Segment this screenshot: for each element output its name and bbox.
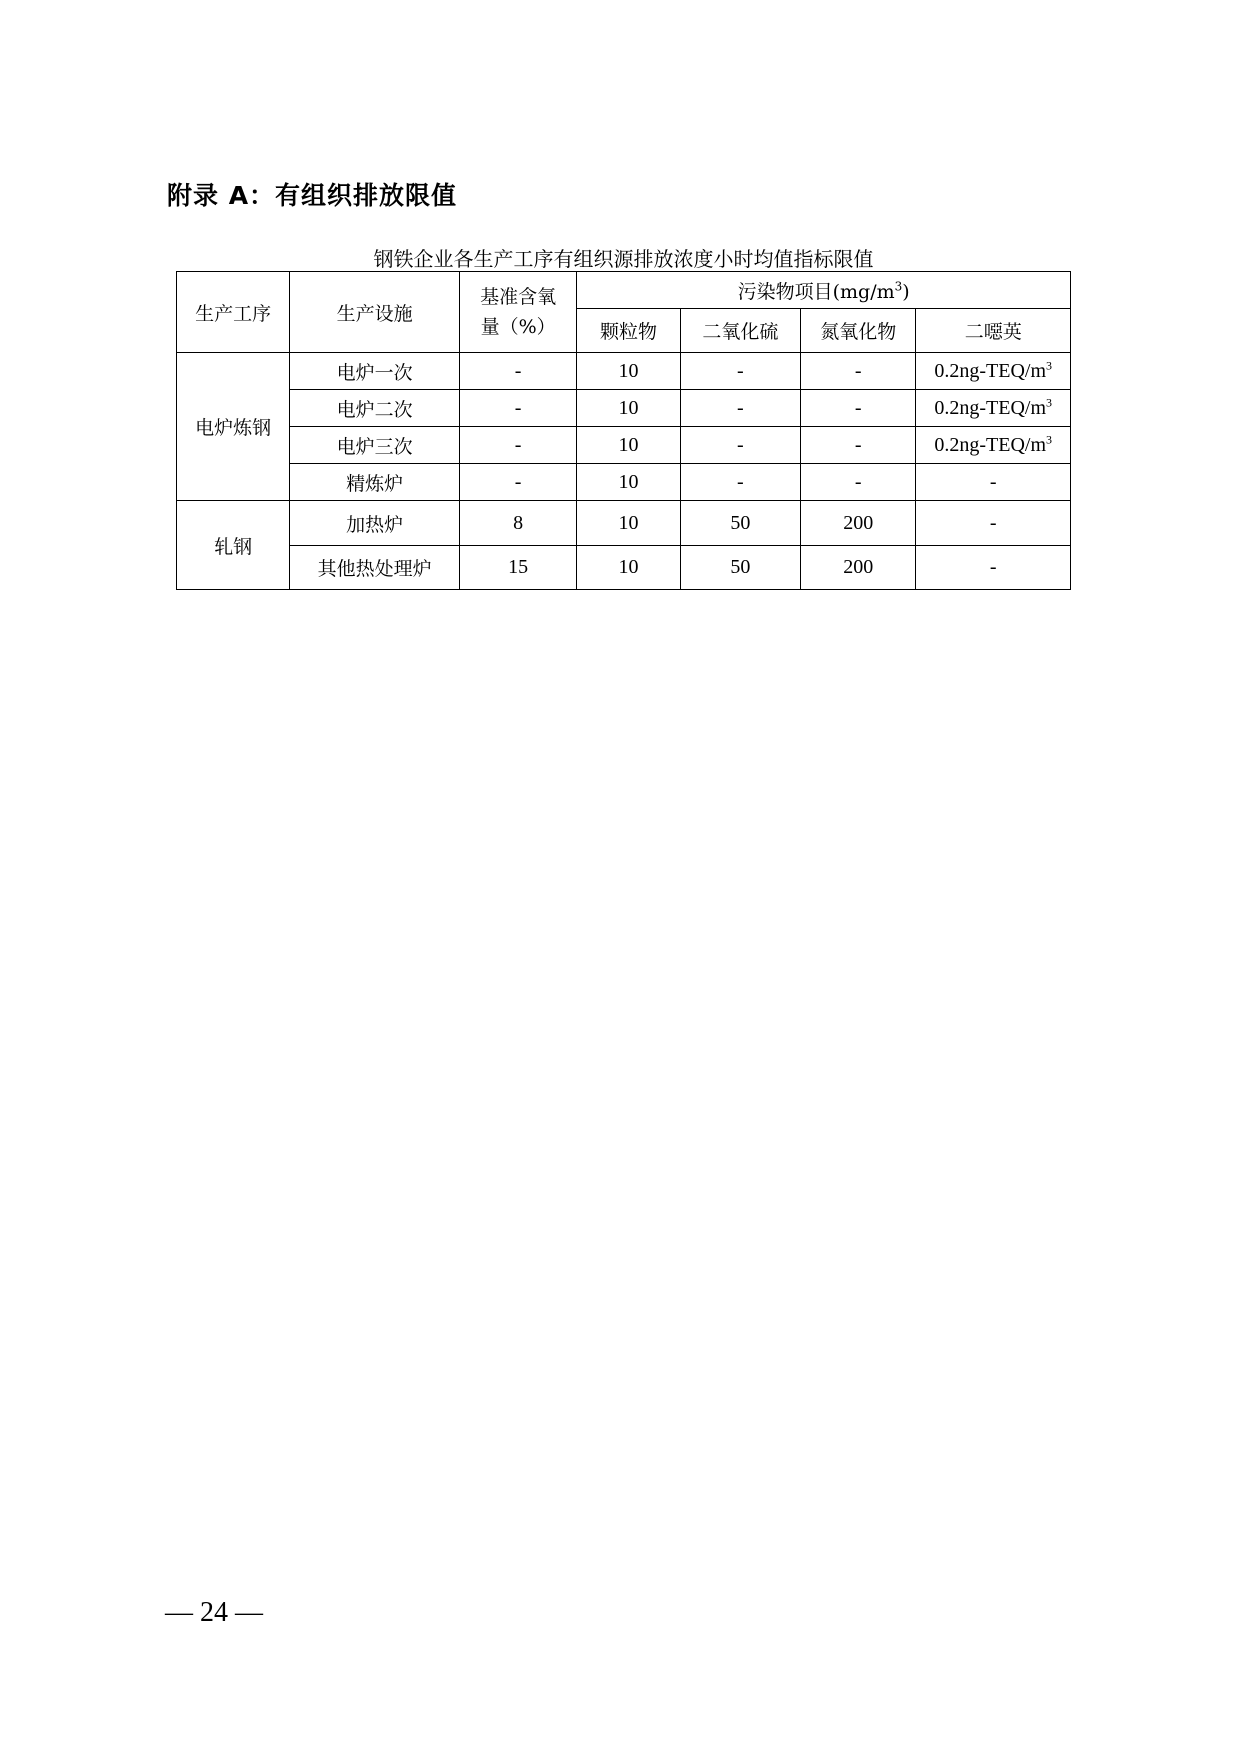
table-row xyxy=(177,546,1071,590)
facility-cell: 精炼炉 xyxy=(290,464,460,501)
particulate-cell: 10 xyxy=(577,546,680,590)
nox-cell: - xyxy=(801,427,916,464)
dioxin-cell xyxy=(916,427,1071,464)
facility-cell: 电炉一次 xyxy=(290,353,460,390)
so2-cell: 50 xyxy=(680,546,800,590)
emission-limits-table xyxy=(176,271,1071,590)
dioxin-sup: 3 xyxy=(1046,357,1053,372)
table-row xyxy=(177,390,1071,427)
nox-cell: - xyxy=(801,464,916,501)
oxygen-cell: 15 xyxy=(459,546,576,590)
facility-cell: 电炉二次 xyxy=(290,390,460,427)
header-facility: 生产设施 xyxy=(290,272,460,353)
oxygen-cell: - xyxy=(459,353,576,390)
so2-cell: - xyxy=(680,464,800,501)
header-oxygen: 基准含氧量（%） xyxy=(459,272,576,353)
nox-cell: - xyxy=(801,390,916,427)
nox-cell: 200 xyxy=(801,501,916,546)
header-process: 生产工序 xyxy=(177,272,290,353)
particulate-cell: 10 xyxy=(577,390,680,427)
pollutants-group-close: ) xyxy=(902,280,910,303)
facility-cell: 加热炉 xyxy=(290,501,460,546)
so2-cell: 50 xyxy=(680,501,800,546)
oxygen-cell: - xyxy=(459,427,576,464)
table-row xyxy=(177,353,1071,390)
dioxin-cell xyxy=(916,390,1071,427)
header-dioxin: 二噁英 xyxy=(916,309,1071,353)
so2-cell: - xyxy=(680,390,800,427)
dioxin-sup: 3 xyxy=(1046,431,1053,446)
header-particulate: 颗粒物 xyxy=(577,309,680,353)
dioxin-cell xyxy=(916,353,1071,390)
dioxin-value: 0.2ng-TEQ/m xyxy=(934,359,1047,382)
dioxin-value: 0.2ng-TEQ/m xyxy=(934,433,1047,456)
header-pollutants-group xyxy=(577,272,1071,309)
dioxin-cell: - xyxy=(916,501,1071,546)
pollutants-group-sup: 3 xyxy=(894,279,903,294)
table-caption: 钢铁企业各生产工序有组织源排放浓度小时均值指标限值 xyxy=(373,247,874,271)
nox-cell: 200 xyxy=(801,546,916,590)
nox-cell: - xyxy=(801,353,916,390)
table-row xyxy=(177,427,1071,464)
header-nox: 氮氧化物 xyxy=(801,309,916,353)
so2-cell: - xyxy=(680,427,800,464)
so2-cell: - xyxy=(680,353,800,390)
dioxin-cell: - xyxy=(916,464,1071,501)
oxygen-cell: 8 xyxy=(459,501,576,546)
oxygen-cell: - xyxy=(459,390,576,427)
particulate-cell: 10 xyxy=(577,464,680,501)
pollutants-group-label: 污染物项目(mg/m xyxy=(737,280,895,303)
process-cell: 轧钢 xyxy=(177,501,290,590)
dioxin-cell: - xyxy=(916,546,1071,590)
table-row xyxy=(177,501,1071,546)
page-number: — 24 — xyxy=(165,1597,263,1628)
appendix-heading: 附录 A：有组织排放限值 xyxy=(167,181,458,210)
particulate-cell: 10 xyxy=(577,501,680,546)
particulate-cell: 10 xyxy=(577,427,680,464)
table-row xyxy=(177,464,1071,501)
particulate-cell: 10 xyxy=(577,353,680,390)
header-so2: 二氧化硫 xyxy=(680,309,800,353)
header-row-top xyxy=(177,272,1071,309)
dioxin-sup: 3 xyxy=(1046,394,1053,409)
dioxin-value: 0.2ng-TEQ/m xyxy=(934,396,1047,419)
process-cell: 电炉炼钢 xyxy=(177,353,290,501)
facility-cell: 其他热处理炉 xyxy=(290,546,460,590)
facility-cell: 电炉三次 xyxy=(290,427,460,464)
oxygen-cell: - xyxy=(459,464,576,501)
